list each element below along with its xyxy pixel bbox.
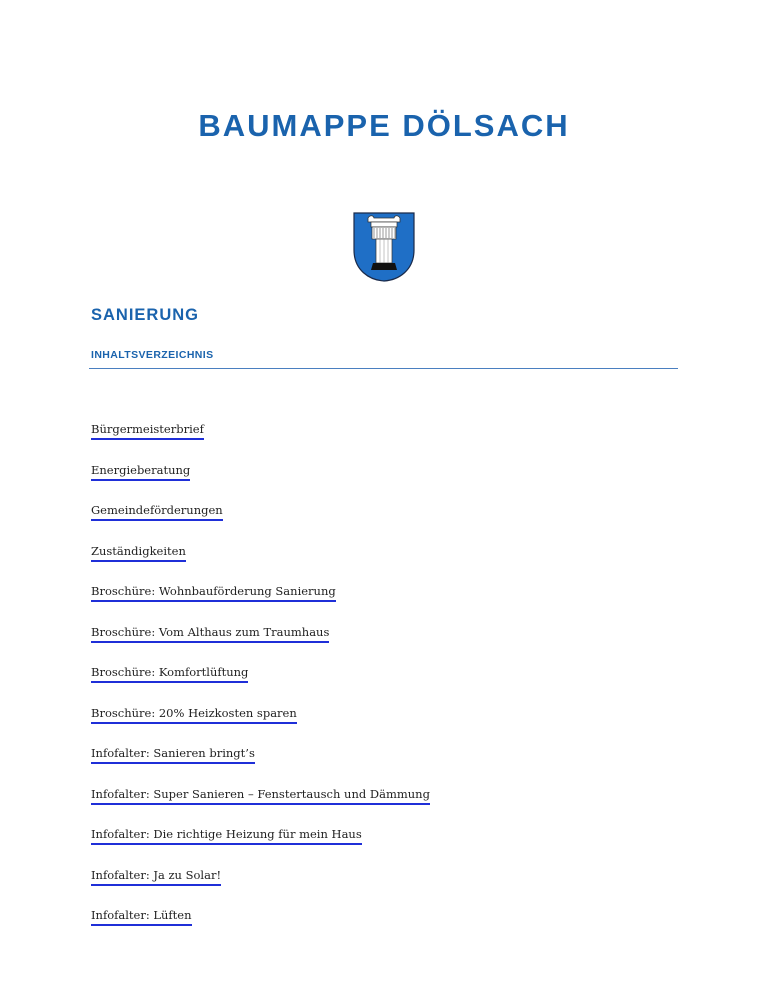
toc-item [91, 866, 430, 907]
toc-item [91, 501, 430, 542]
coat-of-arms-column-icon [353, 212, 415, 282]
toc-list [91, 420, 430, 947]
toc-link-sanieren-bringts[interactable]: Infofalter: Sanieren bringt’s [91, 744, 255, 764]
toc-link-komfortlueftung[interactable]: Broschüre: Komfortlüftung [91, 663, 248, 683]
toc-item [91, 623, 430, 664]
toc-item [91, 906, 430, 947]
toc-link-heizkosten-sparen[interactable]: Broschüre: 20% Heizkosten sparen [91, 704, 297, 724]
toc-link-buergermeisterbrief[interactable]: Bürgermeisterbrief [91, 420, 204, 440]
toc-link-gemeindefoerderungen[interactable]: Gemeindeförderungen [91, 501, 223, 521]
toc-link-lueften[interactable]: Infofalter: Lüften [91, 906, 192, 926]
toc-link-energieberatung[interactable]: Energieberatung [91, 461, 190, 481]
heading-divider [89, 368, 678, 369]
toc-item [91, 542, 430, 583]
toc-item [91, 582, 430, 623]
toc-item [91, 420, 430, 461]
toc-item [91, 461, 430, 502]
toc-item [91, 663, 430, 704]
toc-item [91, 704, 430, 745]
toc-item [91, 744, 430, 785]
toc-item [91, 825, 430, 866]
toc-heading: INHALTSVERZEICHNIS [91, 349, 214, 361]
toc-link-ja-zu-solar[interactable]: Infofalter: Ja zu Solar! [91, 866, 221, 886]
document-title: BAUMAPPE DÖLSACH [198, 108, 570, 143]
toc-link-wohnbaufoerderung[interactable]: Broschüre: Wohnbauförderung Sanierung [91, 582, 336, 602]
section-heading: SANIERUNG [91, 306, 200, 324]
toc-link-super-sanieren[interactable]: Infofalter: Super Sanieren – Fenstertausch und Dämmung [91, 785, 430, 805]
toc-item [91, 785, 430, 826]
toc-link-richtige-heizung[interactable]: Infofalter: Die richtige Heizung für mein Haus [91, 825, 362, 845]
toc-link-althaus-traumhaus[interactable]: Broschüre: Vom Althaus zum Traumhaus [91, 623, 329, 643]
toc-link-zustaendigkeiten[interactable]: Zuständigkeiten [91, 542, 186, 562]
